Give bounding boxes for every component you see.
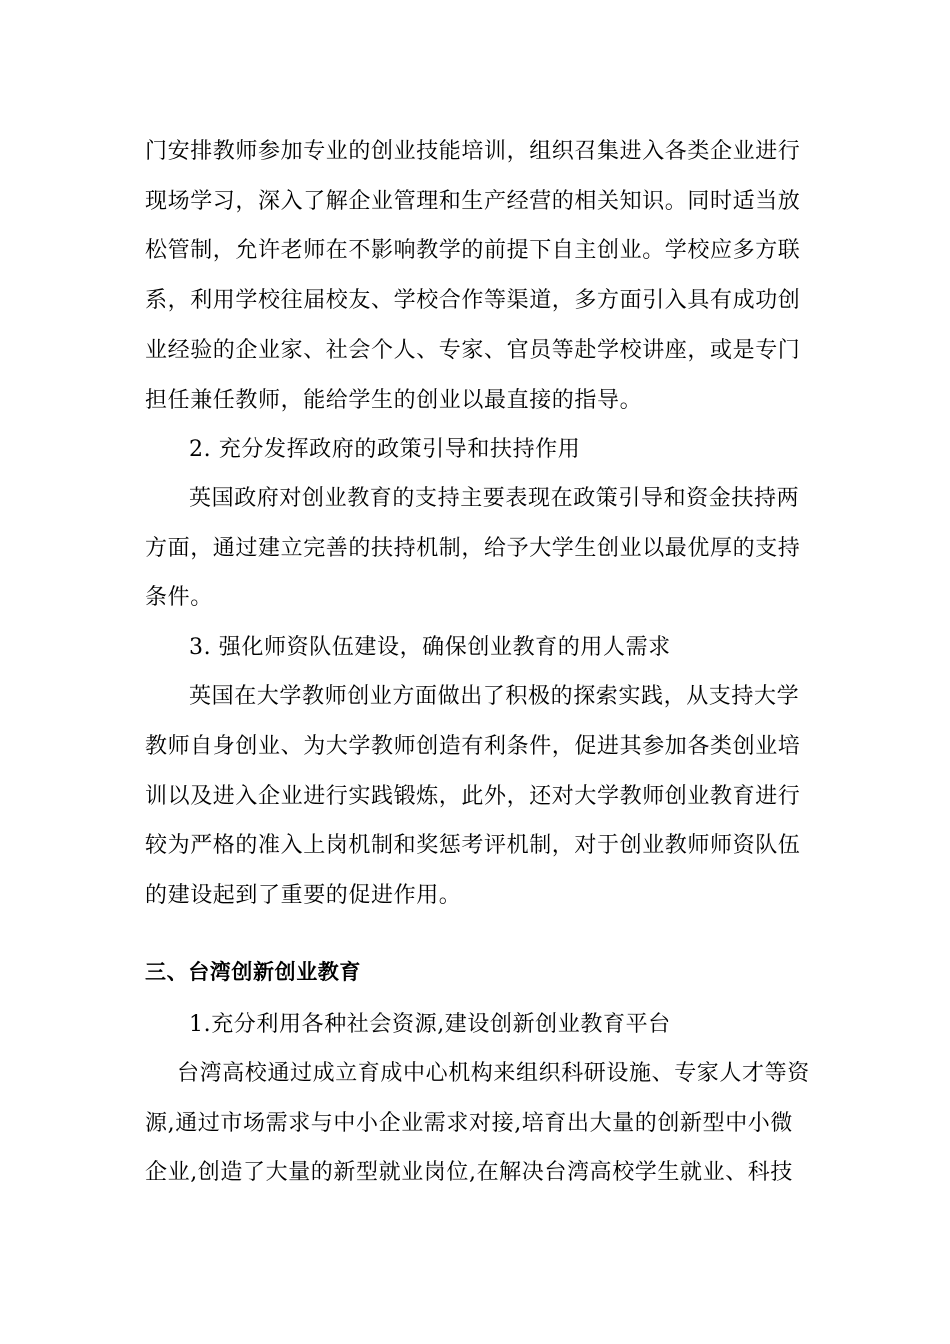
section-subheading: 3. 强化师资队伍建设，确保创业教育的用人需求 <box>189 635 671 660</box>
body-text-line: 方面，通过建立完善的扶持机制，给予大学生创业以最优厚的支持 <box>145 536 801 561</box>
body-text-line: 系，利用学校往届校友、学校合作等渠道，多方面引入具有成功创 <box>145 288 801 313</box>
body-text-line: 条件。 <box>145 585 213 610</box>
body-text-line: 的建设起到了重要的促进作用。 <box>145 883 462 908</box>
body-text-line: 较为严格的准入上岗机制和奖惩考评机制，对于创业教师师资队伍 <box>145 833 801 858</box>
section-subheading: 2. 充分发挥政府的政策引导和扶持作用 <box>189 437 581 462</box>
paragraph-first-line: 英国在大学教师创业方面做出了积极的探索实践，从支持大学 <box>189 684 800 709</box>
section-subheading: 1.充分利用各种社会资源,建设创新创业教育平台 <box>189 1012 671 1037</box>
body-text-line: 源,通过市场需求与中小企业需求对接,培育出大量的创新型中小微 <box>145 1111 793 1136</box>
body-text-line: 现场学习，深入了解企业管理和生产经营的相关知识。同时适当放 <box>145 189 801 214</box>
paragraph-first-line: 英国政府对创业教育的支持主要表现在政策引导和资金扶持两 <box>189 486 800 511</box>
body-text-line: 松管制，允许老师在不影响教学的前提下自主创业。学校应多方联 <box>145 238 801 263</box>
paragraph-first-line: 台湾高校通过成立育成中心机构来组织科研设施、专家人才等资 <box>177 1061 810 1086</box>
body-text-line: 教师自身创业、为大学教师创造有利条件，促进其参加各类创业培 <box>145 734 801 759</box>
body-text-line: 业经验的企业家、社会个人、专家、官员等赴学校讲座，或是专门 <box>145 338 801 363</box>
section-heading: 三、台湾创新创业教育 <box>145 960 361 984</box>
body-text-line: 门安排教师参加专业的创业技能培训，组织召集进入各类企业进行 <box>145 139 801 164</box>
body-text-line: 企业,创造了大量的新型就业岗位,在解决台湾高校学生就业、科技 <box>145 1160 793 1185</box>
body-text-line: 训以及进入企业进行实践锻炼，此外，还对大学教师创业教育进行 <box>145 784 801 809</box>
body-text-line: 担任兼任教师，能给学生的创业以最直接的指导。 <box>145 388 643 413</box>
